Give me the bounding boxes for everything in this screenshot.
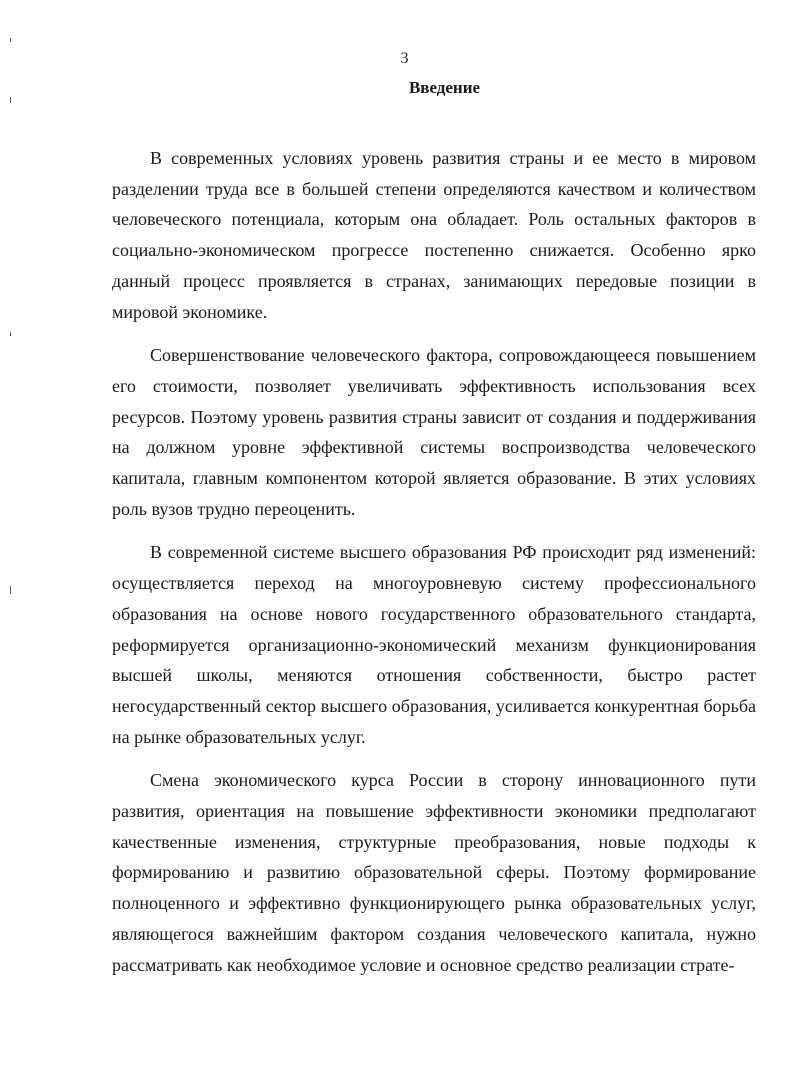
scan-artifact [10, 38, 11, 42]
page-number: 3 [400, 50, 409, 67]
scan-artifact [10, 332, 11, 336]
paragraph: Смена экономического курса России в сторону инновационного пути развития, ориентация на повышение эффективности экономики предполагают качественные изменения, структурные преобразования, новые подходы к формированию и развитию образовательной сферы. Поэтому формирование полноценного и эффективно функционирующего рынка образовательных услуг, являющегося важнейшим фактором создания человеческого капитала, нужно рассматривать как необходимое условие и основное средство реализации страте- [112, 770, 756, 975]
paragraph: Совершенствование человеческого фактора, сопровождающееся повышением его стоимости, позволяет увеличивать эффективность использования всех ресурсов. Поэтому уровень развития страны зависит от создания и поддерживания на должном уровне эффективной системы воспроизводства человеческого капитала, главным компонентом которой является образование. В этих условиях роль вузов трудно переоценить. [112, 345, 756, 519]
paragraph: В современной системе высшего образования РФ происходит ряд изменений: осуществляется переход на многоуровневую систему профессионального образования на основе нового государственного образовательного стандарта, реформируется организационно-экономический механизм функционирования высшей школы, меняются отношения собственности, быстро растет негосударственный сектор высшего образования, усиливается конкурентная борьба на рынке образовательных услуг. [112, 542, 756, 747]
paragraph: В современных условиях уровень развития страны и ее место в мировом разделении труда все в большей степени определяются качеством и количеством человеческого потенциала, которым она обладает. Роль остальных факторов в социально-экономическом прогрессе постепенно снижается. Особенно ярко данный процесс проявляется в странах, занимающих передовые позиции в мировой экономике. [112, 148, 756, 322]
page-title: Введение [408, 78, 481, 97]
scan-artifact [10, 586, 11, 594]
body-text [112, 143, 756, 980]
